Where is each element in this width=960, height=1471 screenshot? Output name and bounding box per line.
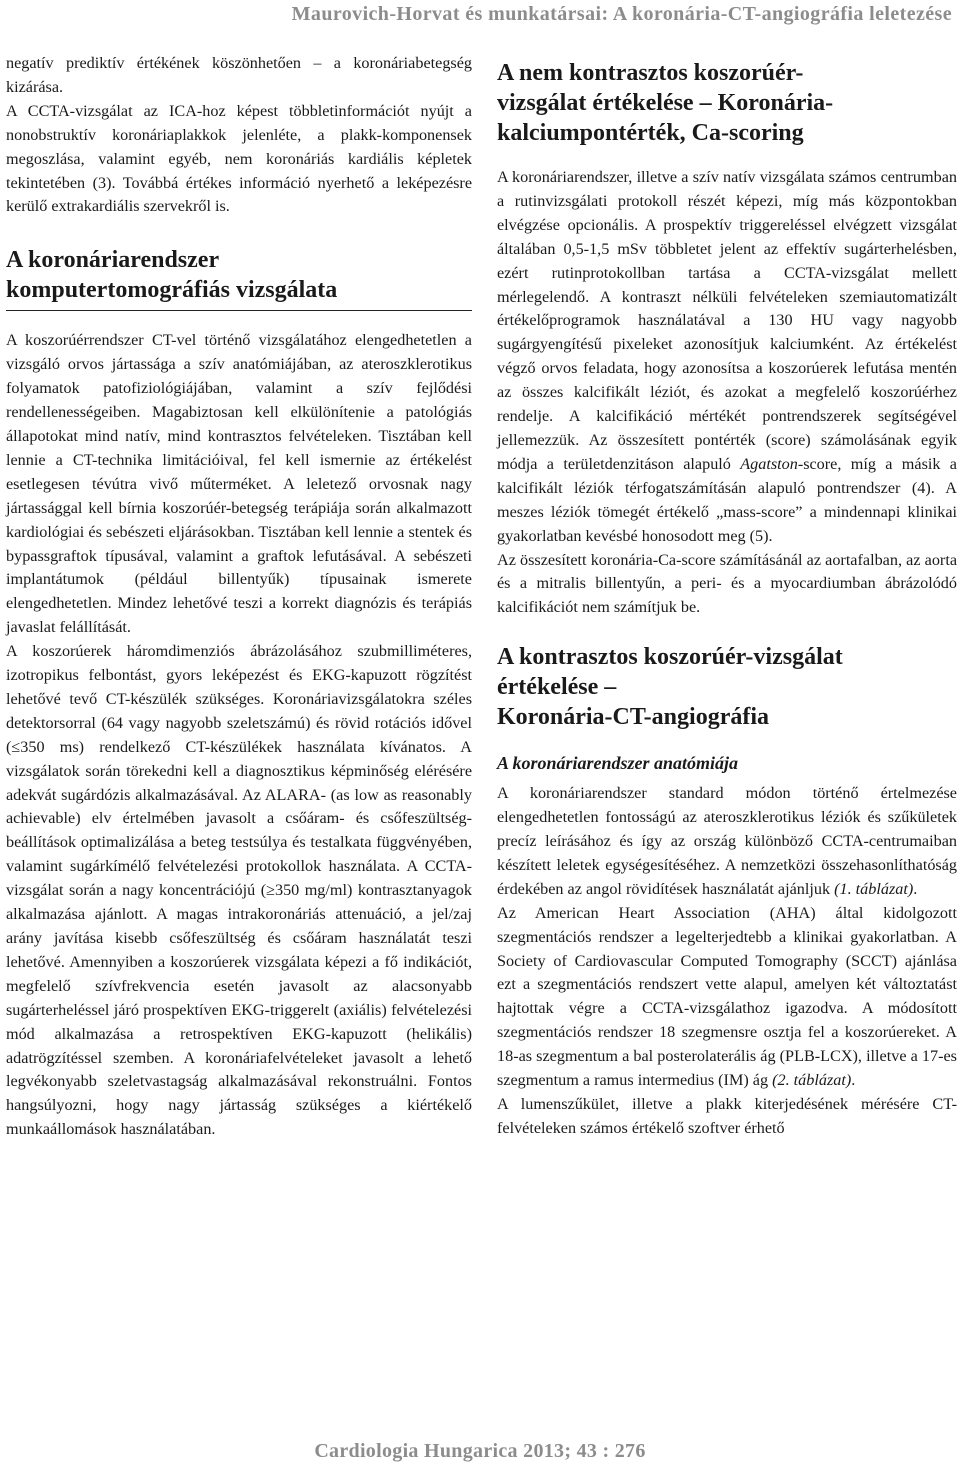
text-run: . (913, 879, 918, 898)
section-heading-line: A kontrasztos koszorúér-vizsgálat (497, 644, 843, 671)
section-heading-line: kalciumpontérték, Ca-scoring (497, 120, 804, 146)
table-reference: (1. táblázat) (834, 879, 914, 898)
section-heading-line: értékelése – (497, 674, 617, 701)
paragraph-standardization (497, 782, 957, 902)
journal-footer: Cardiologia Hungarica 2013; 43 : 276 (314, 1440, 646, 1462)
paragraph-expertise: A koszorúérrendszer CT-vel történő vizsgálatához elengedhetetlen a vizsgáló orvos jártassága a szív anatómiájában, az ateroszklerotikus folyamatok patofiziológiájában, valamint a szív fejlődési rendellenességeiben. Magabiztosan kell elkülönítenie a patológiás állapotokat mind natív, mind kontrasztos felvételeken. Tisztában kell lennie a CT-technika limitációival, fel kell ismernie az értékelést esetlegesen tévútra vivő műterméket. A leletező orvosnak nagy jártassággal kell bírnia koszorúér-betegség terápiája során alkalmazott kardiológiai és sebészeti eljárásokban. Tisztában kell lennie a stentek és bypassgraftok típusával, valamint a graftok lefutásával. A sebészeti implantátumok (például billentyűk) típusainak ismerete elengedhetetlen. Mindez lehetővé teszi a korrekt diagnózis és terápiás javaslat felállítását. (6, 331, 472, 637)
paragraph-native-exam (497, 166, 957, 549)
right-column (497, 58, 957, 1141)
text-run: A koronáriarendszer standard módon történő értelmezése elengedhetetlen fontosságú az ateroszklerotikus léziók és szűkületek precíz leírásához és így az ország különböző CCTA-centrumaiban készített leletek egységesítéséhez. A nemzetközi összehasonlíthatóság érdekében az angol rövidítések használatát ajánljuk (497, 784, 957, 898)
paragraph-ca-score-exclusion: Az összesített koronária-Ca-score számításánál az aortafalban, az aorta és a mitralis billentyűn, a peri- és a myocardiumban ábrázolódó kalcifikációt nem számítjuk be. (497, 550, 957, 617)
paragraph-lumen-stenosis: A lumenszűkület, illetve a plakk kiterjedésének mérésére CT-felvételeken számos értékelő szoftver érhető (497, 1095, 957, 1137)
table-reference: (2. táblázat) (772, 1071, 852, 1090)
paragraph-intro-end: negatív prediktív értékének köszönhetően – a koronáriabetegség kizárása. (6, 54, 472, 96)
section-heading-line: A koronáriarendszer (6, 247, 220, 274)
paragraph-ccta-info: A CCTA-vizsgálat az ICA-hoz képest többletinformációt nyújt a nonobstruktív koronáriaplakkok jelenléte, a plakk-komponensek megoszlása, valamint egyéb, nem koronáriás kardiális képletek tekintetében (3). Továbbá értékes információ nyerhető a leképezésre kerülő extrakardiális szervekről is. (6, 101, 472, 216)
text-run: Az American Heart Association (AHA) által kidolgozott szegmentációs rendszer a legelterjedtebb a klinikai gyakorlatban. A Society of Cardiovascular Computed Tomography (SCCT) ajánlása ezt a szegmentációs rendszert vette alapul, amelyen két változtatást hajtottak végre a CCTA-vizsgálathoz igazodva. A módosított szegmentációs rendszer 18 szegmensre osztja fel a koszorúereket. A 18-as szegmentum a bal posterolaterális ág (PLB-LCX), illetve a 17-es szegmentum a ramus intermedius (IM) ág (497, 903, 957, 1090)
section-heading-ccta (497, 642, 957, 732)
paragraph-segmentation (497, 902, 957, 1093)
section-heading-ct-exam (6, 245, 472, 311)
section-heading-line: komputertomográfiás vizsgálata (6, 277, 338, 304)
text-run: . (851, 1071, 856, 1090)
section-heading-line: Koronária-CT-angiográfia (497, 704, 770, 731)
section-heading-line: A nem kontrasztos koszorúér- (497, 60, 804, 86)
section-heading-line: vizsgálat értékelése – Koronária- (497, 90, 834, 116)
left-column (6, 52, 472, 1142)
subheading-anatomy: A koronáriarendszer anatómiája (497, 753, 739, 774)
agatston-term: Agatston (740, 454, 798, 473)
running-header: Maurovich-Horvat és munkatársai: A koronária-CT-angiográfia leletezése (291, 3, 952, 25)
section-heading-ca-scoring (497, 58, 957, 148)
text-run: -score, míg a másik a kalcifikált léziók térfogatszámításán alapuló pontrendszer (4). A meszes léziók tömegét értékelő „mass-score” a mindennapi klinikai gyakorlatban kevésbé honosodott meg (5). (497, 454, 957, 545)
text-run: A koronáriarendszer, illetve a szív natív vizsgálata számos centrumban a rutinvizsgálati protokoll részét képezi, míg más központokban elvégzése opcionális. A prospektív triggereléssel elvégzett vizsgálat általában 0,5-1,5 mSv többletet jelent az effektív sugárterhelésben, ezért rutinprotokollban tartása a CCTA-vizsgálat mellett mérlegelendő. A kontraszt nélküli felvételeken szemiautomatizált értékelőprogramok használatával a 130 HU vagy nagyobb sugárgyengítésű pixeleket azonosítjuk kalciumként. Az értékelést végző orvos feladata, hogy azonosítsa a koszorúerek lefutása mentén az összes kalcifikált léziót, és azokat a megfelelő koszorúérhez rendelje. A kalcifikáció mértékét pontrendszerek segítségével jellemezzük. Az összesített pontérték (score) számolásának egyik módja a területdenzitáson alapuló (497, 168, 957, 473)
paragraph-technique: A koszorúerek háromdimenziós ábrázolásához szubmilliméteres, izotropikus felbontást, gyors leképezést és EKG-kapuzott rögzítést lehetővé tevő CT-készülék szükséges. Koronáriavizsgálatokra széles detektorsorral (64 vagy nagyobb szeletszámú) és rövid rotációs idővel (≤350 ms) rendelkező CT-készülékek használata kívánatos. A vizsgálatok során törekedni kell a diagnosztikus képminőség elérésére adekvát sugárdózis alkalmazásával. Az ALARA- (as low as reasonably achievable) elv értelmében javasolt a csőáram- és csőfeszültség-beállítások optimalizálása a beteg testsúlya és testalkata függvényében, valamint sugárkímélő felvételezési protokollok használata. A CCTA-vizsgálat során a nagy koncentrációjú (≥350 mg/ml) kontrasztanyagok alkalmazása ajánlott. A magas intrakoronáriás attenuáció, a jel/zaj arány javítása kisebb csőfeszültség és csőáram használatát teszi lehetővé. Amennyiben a koszorúerek vizsgálata képezi a fő indikációt, megfelelő szívfrekvencia esetén javasolt az alacsonyabb sugárterheléssel járó prospektíven EKG-triggerelt (axiális) felvételezési mód alkalmazása a retrospektíven EKG-kapuzott (helikális) adatrögzítéssel szemben. A koronáriafelvételeket javasolt a lehető legvékonyabb szeletvastagság alkalmazásával rekonstruálni. Fontos hangsúlyozni, hogy nagy jártasság szükséges a kiértékelő munkaállomások használatában. (6, 642, 472, 1139)
